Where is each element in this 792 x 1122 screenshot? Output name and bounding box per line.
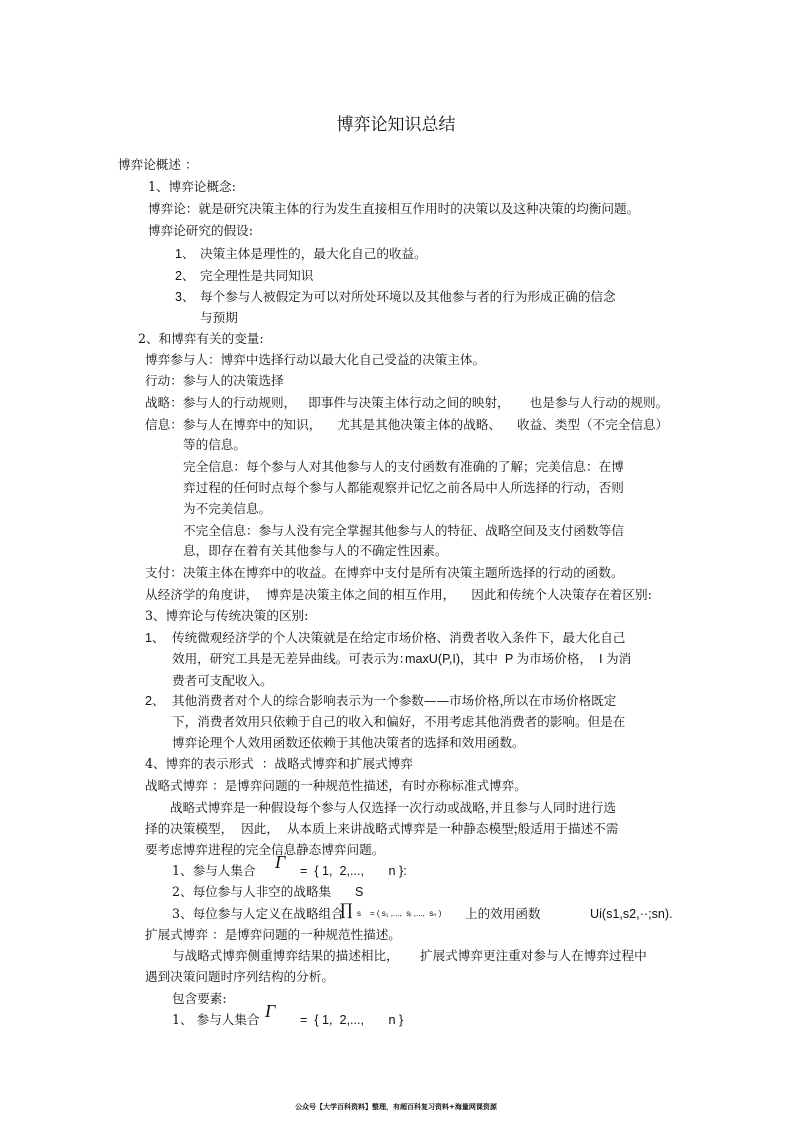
- subheading: 4、博弈的表示形式 ：战略式博弈和扩展式博弈: [145, 756, 413, 771]
- paragraph: 扩展式博弈 ：是博弈问题的一种规范性描述。: [145, 927, 401, 942]
- document-title: 博弈论知识总结: [336, 115, 456, 135]
- paragraph: 扩展式博弈更注重对参与人在博弈过程中: [420, 948, 647, 963]
- formula: maxU(P,I)，其中 P 为市场价格， I 为消: [405, 652, 632, 666]
- paragraph: 行动：参与人的决策选择: [145, 373, 284, 388]
- subheading: 2、和博弈有关的变量:: [138, 331, 264, 346]
- paragraph: 要考虑博弈进程的完全信息静态博弈问题。: [145, 842, 385, 857]
- gamma-symbol: Γ: [275, 852, 286, 872]
- formula: s: [357, 909, 361, 918]
- formula: S: [355, 885, 364, 899]
- subheading: 3、博弈论与传统决策的区别:: [145, 608, 309, 623]
- list-item: 2、每位参与人非空的战略集: [172, 884, 332, 899]
- paragraph: 弈过程的任何时点每个参与人都能观察并记忆之前各局中人所选择的行动，否则: [183, 480, 624, 495]
- formula: = { 1, 2,..., n }:: [300, 864, 407, 878]
- list-item: 下，消费者效用只依赖于自己的收入和偏好，不用考虑其他消费者的影响。但是在: [172, 714, 626, 729]
- paragraph: 择的决策模型， 因此， 从本质上来讲战略式博弈是一种静态模型，: [145, 821, 527, 836]
- footer-note: 公众号【大学百科资料】整理，有超百科复习资料+海量网课资源: [295, 1102, 497, 1111]
- list-item: 上的效用函数: [465, 906, 541, 921]
- list-number: 2、: [145, 694, 165, 708]
- paragraph: 支付：决策主体在博弈中的收益。在博弈中支付是所有决策主题所选择的行动的函数。: [145, 565, 624, 580]
- paragraph: 信息：参与人在博弈中的知识， 尤其是其他决策主体的战略、 收益、类型（不完全信息）: [145, 417, 669, 432]
- list-item: 决策主体是理性的，最大化自己的收益。: [200, 246, 427, 261]
- gamma-symbol: Γ: [265, 1001, 276, 1021]
- list-number: 3、: [175, 290, 195, 304]
- paragraph: 与战略式博弈侧重博弈结果的描述相比，: [172, 948, 399, 963]
- list-item: 3、每位参与人定义在战略组合: [172, 906, 344, 921]
- paragraph: 博弈论研究的假设:: [148, 223, 253, 238]
- list-number: 1、: [175, 247, 195, 261]
- list-item: 完全理性是共同知识: [200, 268, 314, 283]
- paragraph: 息，即存在着有关其他参与人的不确定性因素。: [183, 543, 448, 558]
- paragraph: 战略：参与人的行动规则， 即事件与决策主体行动之间的映射， 也是参与人行动的规则。: [145, 395, 669, 410]
- list-item: 费者可支配收入。: [172, 673, 273, 688]
- list-item: 其他消费者对个人的综合影响表示为一个参数——市场价格，: [172, 693, 513, 708]
- formula: Ui(s1,s2,··;sn).: [590, 907, 673, 921]
- paragraph: 完全信息：每个参与人对其他参与人的支付函数有准确的了解；完美信息：在博: [183, 459, 624, 474]
- subheading: 1、博弈论概念:: [148, 179, 236, 194]
- product-symbol: ∏: [340, 900, 353, 919]
- paragraph: 包含要素:: [172, 991, 227, 1006]
- paragraph: 从经济学的角度讲， 博弈是决策主体之间的相互作用， 因此和传统个人决策存在着区别:: [145, 587, 652, 602]
- formula: = { 1, 2,..., n }: [300, 1013, 404, 1027]
- paragraph: 等的信息。: [183, 437, 246, 452]
- list-item: 效用，研究工具是无差异曲线。可表示为：: [172, 651, 412, 666]
- section-heading: 博弈论概述 ：: [118, 157, 198, 172]
- paragraph: 不完全信息：参与人没有完全掌握其他参与人的特征、战略空间及支付函数等信: [183, 523, 624, 538]
- paragraph: 博弈论：就是研究决策主体的行为发生直接相互作用时的决策以及这种决策的均衡问题。: [148, 201, 640, 216]
- list-item: 1、 参与人集合: [172, 1012, 260, 1027]
- paragraph: 一般适用于描述不需: [505, 821, 619, 836]
- paragraph: 战略式博弈是一种假设每个参与人仅选择一次行动或战略，: [170, 800, 498, 815]
- list-item: 所以在市场价格既定: [503, 693, 617, 708]
- paragraph: 博弈参与人：博弈中选择行动以最大化自己受益的决策主体。: [145, 352, 486, 367]
- paragraph: 战略式博弈 ：是博弈问题的一种规范性描述，有时亦称标准式博弈。: [145, 778, 527, 793]
- paragraph: 为不完美信息。: [183, 501, 272, 516]
- list-number: 2、: [175, 269, 195, 283]
- list-item: 博弈论理个人效用函数还依赖于其他决策者的选择和效用函数。: [172, 735, 525, 750]
- paragraph: 并且参与人同时进行选: [490, 800, 616, 815]
- list-item: 每个参与人被假定为可以对所处环境以及其他参与者的行为形成正确的信念: [200, 289, 616, 304]
- list-number: 1、: [145, 631, 165, 645]
- list-item: 1、参与人集合: [172, 863, 256, 878]
- list-item: 与预期: [200, 310, 238, 325]
- formula: = ( s₁ ,..., sᵢ ,..., sₙ ): [370, 909, 442, 918]
- list-item: 传统微观经济学的个人决策就是在给定市场价格、消费者收入条件下，最大化自己: [172, 630, 626, 645]
- paragraph: 遇到决策问题时序列结构的分析。: [145, 969, 334, 984]
